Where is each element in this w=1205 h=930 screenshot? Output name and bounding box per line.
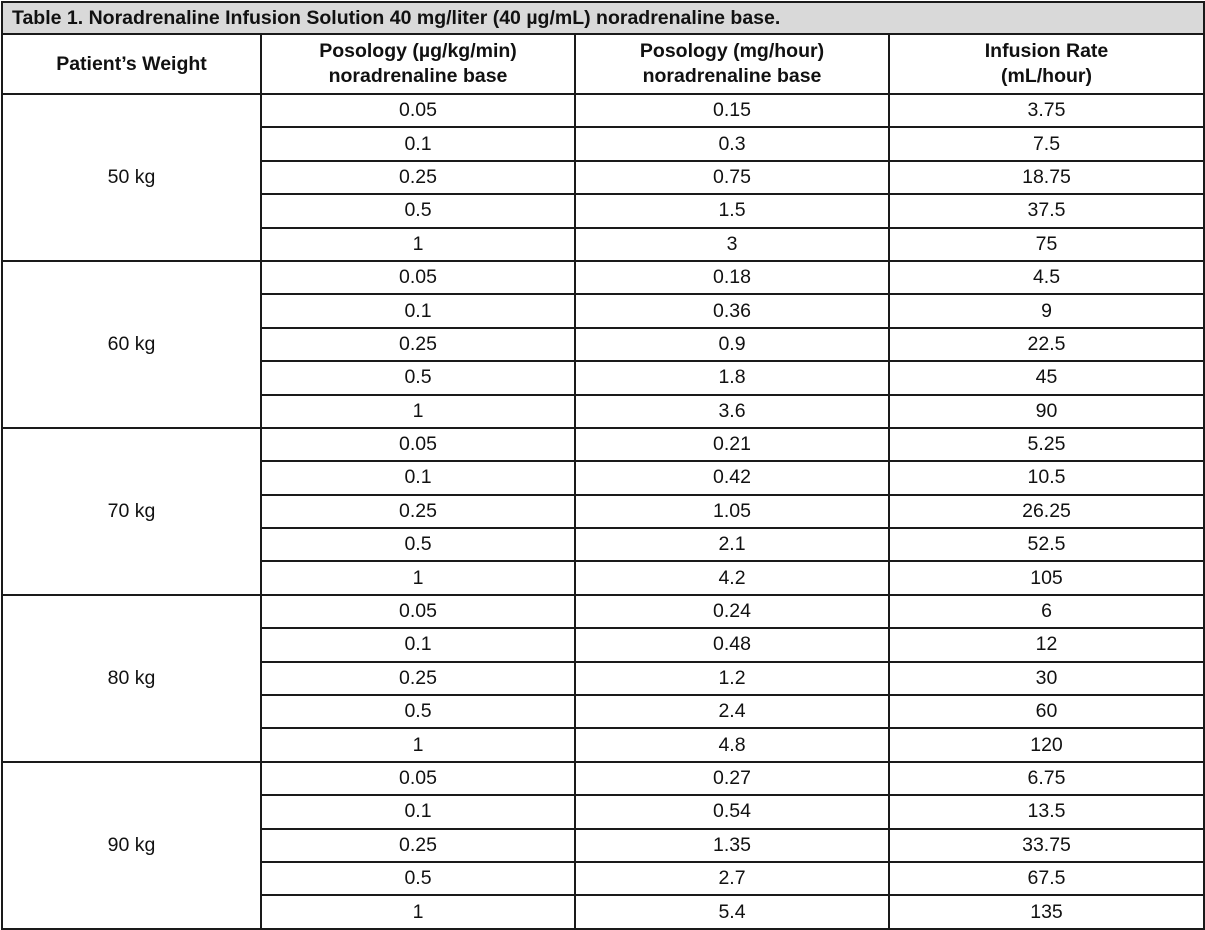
posology-ugkgmin-cell: 0.5 [261, 528, 575, 561]
infusion-rate-cell: 9 [889, 294, 1204, 327]
infusion-rate-cell: 135 [889, 895, 1204, 928]
posology-ugkgmin-cell: 1 [261, 895, 575, 928]
posology-mghour-cell: 0.24 [575, 595, 889, 628]
posology-mghour-cell: 0.21 [575, 428, 889, 461]
infusion-rate-cell: 7.5 [889, 127, 1204, 160]
header-patients-weight [2, 34, 261, 94]
header-line: Posology (mg/hour) [639, 40, 825, 62]
header-line: noradrenaline base [328, 65, 508, 87]
posology-ugkgmin-cell: 0.5 [261, 361, 575, 394]
infusion-rate-cell: 10.5 [889, 461, 1204, 494]
infusion-rate-cell: 60 [889, 695, 1204, 728]
posology-mghour-cell: 2.1 [575, 528, 889, 561]
infusion-rate-cell: 6.75 [889, 762, 1204, 795]
infusion-rate-cell: 3.75 [889, 94, 1204, 127]
posology-mghour-cell: 0.15 [575, 94, 889, 127]
header-line: Patient’s Weight [56, 52, 207, 75]
header-row [2, 34, 1204, 94]
infusion-rate-cell: 45 [889, 361, 1204, 394]
header-line: Infusion Rate [984, 40, 1109, 62]
posology-ugkgmin-cell: 1 [261, 561, 575, 594]
weight-cell: 90 kg [2, 762, 261, 929]
header-posology-mghour [575, 34, 889, 94]
caption-row [2, 2, 1204, 34]
posology-mghour-cell: 0.27 [575, 762, 889, 795]
infusion-table [1, 1, 1205, 930]
posology-ugkgmin-cell: 0.1 [261, 461, 575, 494]
posology-ugkgmin-cell: 0.25 [261, 829, 575, 862]
header-line: (mL/hour) [1001, 65, 1092, 87]
infusion-rate-cell: 12 [889, 628, 1204, 661]
posology-mghour-cell: 4.8 [575, 728, 889, 761]
weight-cell: 70 kg [2, 428, 261, 595]
posology-mghour-cell: 2.4 [575, 695, 889, 728]
table-row [2, 428, 1204, 461]
posology-mghour-cell: 3.6 [575, 395, 889, 428]
infusion-rate-cell: 18.75 [889, 161, 1204, 194]
infusion-rate-cell: 13.5 [889, 795, 1204, 828]
posology-ugkgmin-cell: 0.1 [261, 795, 575, 828]
posology-mghour-cell: 3 [575, 228, 889, 261]
posology-ugkgmin-cell: 0.25 [261, 662, 575, 695]
weight-cell: 50 kg [2, 94, 261, 261]
table-caption: Table 1. Noradrenaline Infusion Solution 40 mg/liter (40 µg/mL) noradrenaline base. [2, 2, 1204, 34]
posology-mghour-cell: 5.4 [575, 895, 889, 928]
posology-mghour-cell: 0.9 [575, 328, 889, 361]
table-row [2, 762, 1204, 795]
infusion-rate-cell: 90 [889, 395, 1204, 428]
infusion-rate-cell: 67.5 [889, 862, 1204, 895]
posology-ugkgmin-cell: 0.5 [261, 194, 575, 227]
header-infusion-rate [889, 34, 1204, 94]
infusion-rate-cell: 6 [889, 595, 1204, 628]
posology-mghour-cell: 1.8 [575, 361, 889, 394]
infusion-rate-cell: 37.5 [889, 194, 1204, 227]
header-line: noradrenaline base [642, 65, 822, 87]
posology-ugkgmin-cell: 0.1 [261, 127, 575, 160]
posology-ugkgmin-cell: 1 [261, 728, 575, 761]
posology-mghour-cell: 0.42 [575, 461, 889, 494]
posology-mghour-cell: 0.54 [575, 795, 889, 828]
posology-ugkgmin-cell: 0.05 [261, 94, 575, 127]
weight-cell: 60 kg [2, 261, 261, 428]
posology-ugkgmin-cell: 0.5 [261, 862, 575, 895]
infusion-rate-cell: 4.5 [889, 261, 1204, 294]
posology-mghour-cell: 1.35 [575, 829, 889, 862]
posology-mghour-cell: 1.5 [575, 194, 889, 227]
table-row [2, 94, 1204, 127]
posology-mghour-cell: 1.05 [575, 495, 889, 528]
posology-mghour-cell: 0.3 [575, 127, 889, 160]
posology-ugkgmin-cell: 0.25 [261, 161, 575, 194]
posology-ugkgmin-cell: 0.5 [261, 695, 575, 728]
posology-mghour-cell: 0.18 [575, 261, 889, 294]
posology-ugkgmin-cell: 0.1 [261, 294, 575, 327]
infusion-rate-cell: 120 [889, 728, 1204, 761]
posology-ugkgmin-cell: 0.05 [261, 595, 575, 628]
posology-ugkgmin-cell: 0.25 [261, 495, 575, 528]
table-row [2, 595, 1204, 628]
posology-ugkgmin-cell: 1 [261, 228, 575, 261]
table-row [2, 261, 1204, 294]
posology-ugkgmin-cell: 0.05 [261, 428, 575, 461]
posology-ugkgmin-cell: 0.25 [261, 328, 575, 361]
infusion-rate-cell: 105 [889, 561, 1204, 594]
posology-ugkgmin-cell: 0.1 [261, 628, 575, 661]
header-line: Posology (µg/kg/min) [319, 40, 517, 62]
infusion-rate-cell: 30 [889, 662, 1204, 695]
infusion-rate-cell: 33.75 [889, 829, 1204, 862]
infusion-rate-cell: 22.5 [889, 328, 1204, 361]
posology-ugkgmin-cell: 0.05 [261, 762, 575, 795]
infusion-rate-cell: 75 [889, 228, 1204, 261]
infusion-rate-cell: 5.25 [889, 428, 1204, 461]
posology-mghour-cell: 4.2 [575, 561, 889, 594]
posology-mghour-cell: 0.48 [575, 628, 889, 661]
posology-ugkgmin-cell: 1 [261, 395, 575, 428]
posology-ugkgmin-cell: 0.05 [261, 261, 575, 294]
infusion-rate-cell: 52.5 [889, 528, 1204, 561]
posology-mghour-cell: 0.75 [575, 161, 889, 194]
weight-cell: 80 kg [2, 595, 261, 762]
posology-mghour-cell: 1.2 [575, 662, 889, 695]
infusion-rate-cell: 26.25 [889, 495, 1204, 528]
header-posology-ugkgmin [261, 34, 575, 94]
table-body [2, 94, 1204, 929]
posology-mghour-cell: 2.7 [575, 862, 889, 895]
posology-mghour-cell: 0.36 [575, 294, 889, 327]
